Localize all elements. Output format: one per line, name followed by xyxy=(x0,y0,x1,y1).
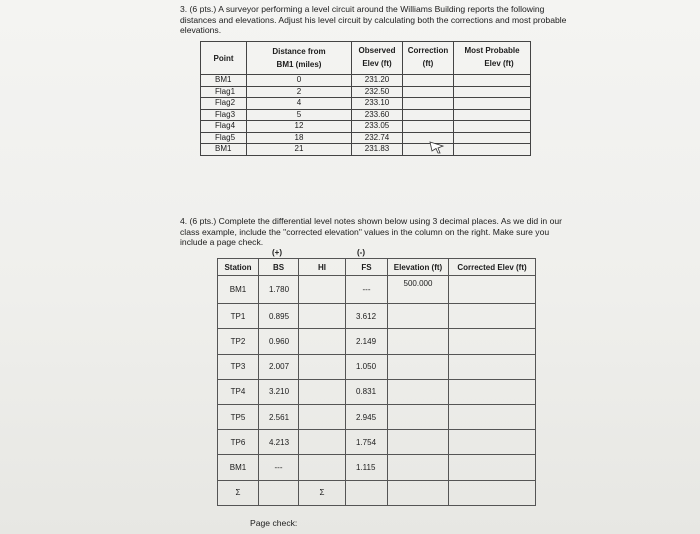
cell-elevation xyxy=(388,455,449,480)
header-hi: HI xyxy=(299,259,346,276)
cell-station: TP3 xyxy=(218,354,259,379)
cell-bs: 0.895 xyxy=(259,304,299,329)
cell-corrected xyxy=(449,276,536,304)
cell-observed: 233.10 xyxy=(352,98,403,110)
cell-most-probable xyxy=(454,109,531,121)
cell-elevation xyxy=(388,329,449,354)
cell-most-probable xyxy=(454,121,531,133)
cell-correction xyxy=(403,109,454,121)
cell-hi xyxy=(299,455,346,480)
header-most-probable xyxy=(454,42,531,75)
header-point: Point xyxy=(201,42,247,75)
table-row xyxy=(218,329,536,354)
cell-bs: 2.561 xyxy=(259,404,299,429)
cell-bs: 0.960 xyxy=(259,329,299,354)
cell-point: Flag1 xyxy=(201,86,247,98)
cell-correction xyxy=(403,132,454,144)
cell-bs: 2.007 xyxy=(259,354,299,379)
cell-corrected xyxy=(449,430,536,455)
cell-point: Flag5 xyxy=(201,132,247,144)
header-observed xyxy=(352,42,403,75)
cell-hi xyxy=(299,404,346,429)
cell-observed: 232.74 xyxy=(352,132,403,144)
table-row xyxy=(201,144,531,156)
cell-station: TP6 xyxy=(218,430,259,455)
header-fs: FS xyxy=(346,259,388,276)
cell-point: Flag3 xyxy=(201,109,247,121)
cell-elevation xyxy=(388,304,449,329)
cell-correction xyxy=(403,121,454,133)
cell-fs: 2.149 xyxy=(346,329,388,354)
cell-correction xyxy=(403,144,454,156)
cell-station: TP4 xyxy=(218,379,259,404)
cell-station: TP5 xyxy=(218,404,259,429)
cell-hi xyxy=(299,354,346,379)
cell-observed: 233.60 xyxy=(352,109,403,121)
cell-fs: 1.050 xyxy=(346,354,388,379)
cell-most-probable xyxy=(454,98,531,110)
header-mp-line1: Most Probable xyxy=(464,46,520,55)
cell-corrected xyxy=(449,404,536,429)
cell-most-probable xyxy=(454,86,531,98)
cell-correction xyxy=(403,98,454,110)
cell-hi xyxy=(299,430,346,455)
page-check-label: Page check: xyxy=(250,518,298,528)
table-header-row xyxy=(218,259,536,276)
table-header-row xyxy=(201,42,531,75)
cell-corrected xyxy=(449,354,536,379)
header-mp-line2: Elev (ft) xyxy=(484,59,514,68)
cell-distance: 2 xyxy=(247,86,352,98)
cell-corrected xyxy=(449,455,536,480)
question-4-text: 4. (6 pts.) Complete the differential level notes shown below using 3 decimal places. As we did in our class example, include the "corrected elevation" values in the column on the right. Make sure you include a page check. xyxy=(180,216,562,247)
cell-fs: 0.831 xyxy=(346,379,388,404)
table-row xyxy=(201,109,531,121)
cell-bs xyxy=(259,480,299,505)
cell-distance: 5 xyxy=(247,109,352,121)
cell-bs: 3.210 xyxy=(259,379,299,404)
cell-distance: 21 xyxy=(247,144,352,156)
cell-point: Flag2 xyxy=(201,98,247,110)
cell-most-probable xyxy=(454,144,531,156)
cell-hi xyxy=(299,304,346,329)
cell-station: BM1 xyxy=(218,276,259,304)
table-row xyxy=(218,276,536,304)
cell-fs: 1.754 xyxy=(346,430,388,455)
cell-hi xyxy=(299,276,346,304)
cell-elevation xyxy=(388,404,449,429)
header-station: Station xyxy=(218,259,259,276)
cell-station: TP1 xyxy=(218,304,259,329)
cell-bs: 1.780 xyxy=(259,276,299,304)
question-3-text: 3. (6 pts.) A surveyor performing a level circuit around the Williams Building reports the following distances and elevations. Adjust his level circuit by calculating both the corrections and most probable elevations. xyxy=(180,4,567,35)
cell-distance: 18 xyxy=(247,132,352,144)
cell-station: TP2 xyxy=(218,329,259,354)
cell-station-sum: Σ xyxy=(218,480,259,505)
table-row xyxy=(218,455,536,480)
cell-observed: 231.20 xyxy=(352,75,403,87)
cell-elevation xyxy=(388,430,449,455)
cell-fs: --- xyxy=(346,276,388,304)
sign-plus: (+) xyxy=(272,248,282,257)
cell-distance: 0 xyxy=(247,75,352,87)
sign-minus: (-) xyxy=(357,248,365,257)
cell-corrected xyxy=(449,329,536,354)
header-elevation: Elevation (ft) xyxy=(388,259,449,276)
cell-hi xyxy=(299,329,346,354)
cell-hi xyxy=(299,379,346,404)
cell-station: BM1 xyxy=(218,455,259,480)
cell-fs xyxy=(346,480,388,505)
cell-corrected xyxy=(449,379,536,404)
header-corrected: Corrected Elev (ft) xyxy=(449,259,536,276)
cell-point: BM1 xyxy=(201,75,247,87)
level-notes-table xyxy=(217,258,536,506)
level-circuit-table xyxy=(200,41,531,156)
table-row xyxy=(201,132,531,144)
cell-fs: 1.115 xyxy=(346,455,388,480)
table-row xyxy=(218,480,536,505)
header-distance-line1: Distance from xyxy=(272,47,326,56)
header-distance-line2: BM1 (miles) xyxy=(276,60,322,69)
header-distance xyxy=(247,42,352,75)
table-row xyxy=(201,86,531,98)
cell-hi-sum: Σ xyxy=(299,480,346,505)
cell-elevation xyxy=(388,354,449,379)
header-bs: BS xyxy=(259,259,299,276)
cell-fs: 2.945 xyxy=(346,404,388,429)
cell-observed: 233.05 xyxy=(352,121,403,133)
table-row xyxy=(201,75,531,87)
cell-corrected xyxy=(449,304,536,329)
cell-bs: 4.213 xyxy=(259,430,299,455)
header-correction-line1: Correction xyxy=(407,46,449,55)
cell-most-probable xyxy=(454,75,531,87)
table-row xyxy=(218,354,536,379)
cell-observed: 232.50 xyxy=(352,86,403,98)
mouse-cursor-icon xyxy=(429,140,445,154)
header-correction xyxy=(403,42,454,75)
cell-correction xyxy=(403,86,454,98)
cell-elevation: 500.000 xyxy=(388,276,449,304)
cell-point: BM1 xyxy=(201,144,247,156)
cell-most-probable xyxy=(454,132,531,144)
cell-corrected xyxy=(449,480,536,505)
cell-bs: --- xyxy=(259,455,299,480)
table-row xyxy=(201,98,531,110)
table-row xyxy=(218,430,536,455)
header-observed-line1: Observed xyxy=(358,46,396,55)
table-row xyxy=(201,121,531,133)
cell-elevation xyxy=(388,480,449,505)
header-correction-line2: (ft) xyxy=(422,59,434,68)
cell-point: Flag4 xyxy=(201,121,247,133)
table-row xyxy=(218,404,536,429)
table-row xyxy=(218,379,536,404)
cell-elevation xyxy=(388,379,449,404)
cell-distance: 4 xyxy=(247,98,352,110)
header-observed-line2: Elev (ft) xyxy=(362,59,392,68)
cell-correction xyxy=(403,75,454,87)
table-row xyxy=(218,304,536,329)
cell-fs: 3.612 xyxy=(346,304,388,329)
cell-distance: 12 xyxy=(247,121,352,133)
cell-observed: 231.83 xyxy=(352,144,403,156)
